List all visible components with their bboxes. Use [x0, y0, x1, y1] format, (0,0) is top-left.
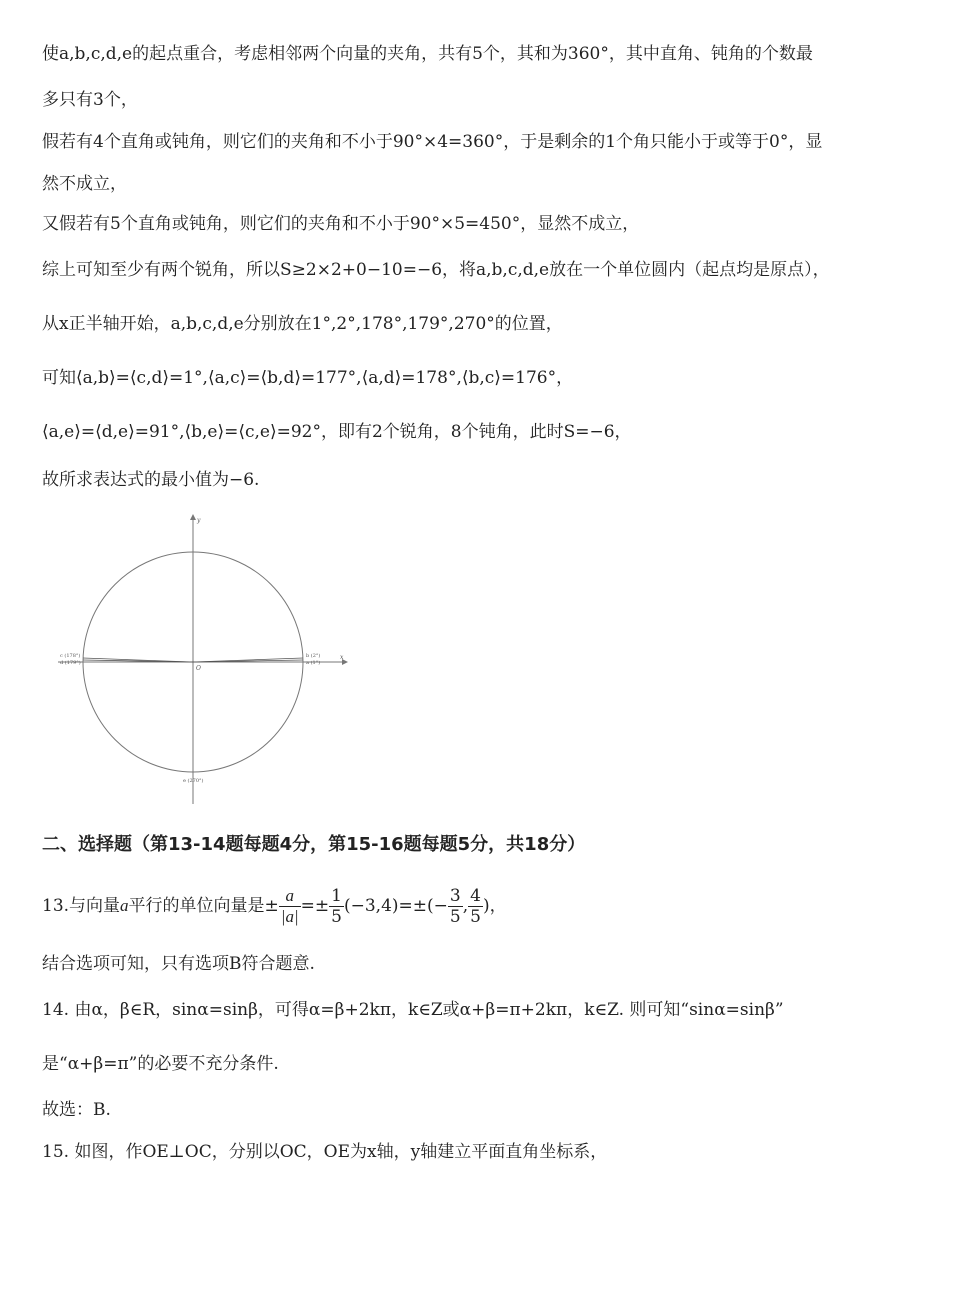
q13-vector-value: (−3,4): [343, 896, 399, 916]
bottom-label-e: e (270°): [183, 778, 204, 784]
q13-middle: 平行的单位向量是±: [128, 896, 279, 916]
q13-frac-num: a: [279, 886, 301, 907]
solution-line-1: 使a,b,c,d,e的起点重合，考虑相邻两个向量的夹角，共有5个，其和为360°，其中直角、钝角的个数最: [42, 44, 813, 64]
q13-r2-den: 5: [470, 907, 481, 927]
y-axis-arrow: [190, 514, 196, 520]
solution-line-9: ⟨a,e⟩=⟨d,e⟩=91°,⟨b,e⟩=⟨c,e⟩=92°，即有2个锐角，8个钝角，此时S=−6，: [42, 422, 632, 442]
q13-conclusion: 结合选项可知，只有选项B符合题意.: [42, 954, 315, 974]
left-label-c: c (178°): [60, 653, 81, 659]
solution-line-3: 假若有4个直角或钝角，则它们的夹角和不小于90°×4=360°，于是剩余的1个角只能小于或等于0°，显: [42, 132, 823, 152]
section-heading: 二、选择题（第13-14题每题4分，第15-16题每题5分，共18分）: [42, 834, 586, 855]
q13-result-frac-1: [448, 886, 463, 927]
q13-comma: ,: [462, 896, 469, 916]
q13-prefix: 13.与向量: [42, 896, 121, 916]
q14-line-2: 是“α+β=π”的必要不充分条件.: [42, 1054, 279, 1074]
x-axis-label: x: [340, 654, 344, 661]
solution-line-7: 从x正半轴开始，a,b,c,d,e分别放在1°,2°,178°,179°,270°的位置，: [42, 314, 563, 334]
solution-line-8: 可知⟨a,b⟩=⟨c,d⟩=1°,⟨a,c⟩=⟨b,d⟩=177°,⟨a,d⟩=178°,⟨b,c⟩=176°，: [42, 368, 574, 388]
q13-frac-den: |a|: [280, 907, 299, 926]
solution-line-6: 综上可知至少有两个锐角，所以S≥2×2+0−10=−6，将a,b,c,d,e放在一个单位圆内（起点均是原点），: [42, 260, 830, 280]
unit-circle-figure: [58, 512, 358, 812]
q13-eq1: =±: [300, 896, 330, 916]
solution-line-2: 多只有3个，: [42, 90, 138, 110]
q13-result-frac-2: [468, 886, 483, 927]
solution-line-10: 故所求表达式的最小值为−6.: [42, 470, 260, 490]
q14-line-1: 14. 由α，β∈R，sinα=sinβ，可得α=β+2kπ，k∈Z或α+β=π+2kπ，k∈Z. 则可知“sinα=sinβ”: [42, 1000, 784, 1020]
q13-r1-num: 3: [449, 886, 461, 906]
right-label-b: b (2°): [306, 653, 321, 659]
q13-vector: a: [120, 896, 129, 915]
q13-suffix: )，: [482, 896, 507, 916]
q13-coef-fraction: [329, 886, 344, 927]
left-label-d: d (179°): [60, 660, 81, 666]
right-label-a: a (1°): [306, 660, 321, 666]
y-axis-label: y: [197, 517, 201, 524]
solution-line-5: 又假若有5个直角或钝角，则它们的夹角和不小于90°×5=450°，显然不成立，: [42, 214, 640, 234]
q13-r2-num: 4: [470, 886, 481, 906]
q14-answer: 故选：B.: [42, 1100, 111, 1120]
q13-unit-fraction: [279, 886, 301, 927]
q13-coef-den: 5: [331, 907, 342, 927]
q13-r1-den: 5: [449, 907, 461, 927]
q15-line-1: 15. 如图，作OE⊥OC，分别以OC，OE为x轴，y轴建立平面直角坐标系，: [42, 1142, 608, 1162]
q13-coef-num: 1: [331, 886, 342, 906]
origin-label: O: [196, 665, 201, 672]
q13-eq2: =±(−: [398, 896, 448, 916]
q13-line: [42, 876, 942, 936]
solution-line-4: 然不成立，: [42, 174, 127, 194]
